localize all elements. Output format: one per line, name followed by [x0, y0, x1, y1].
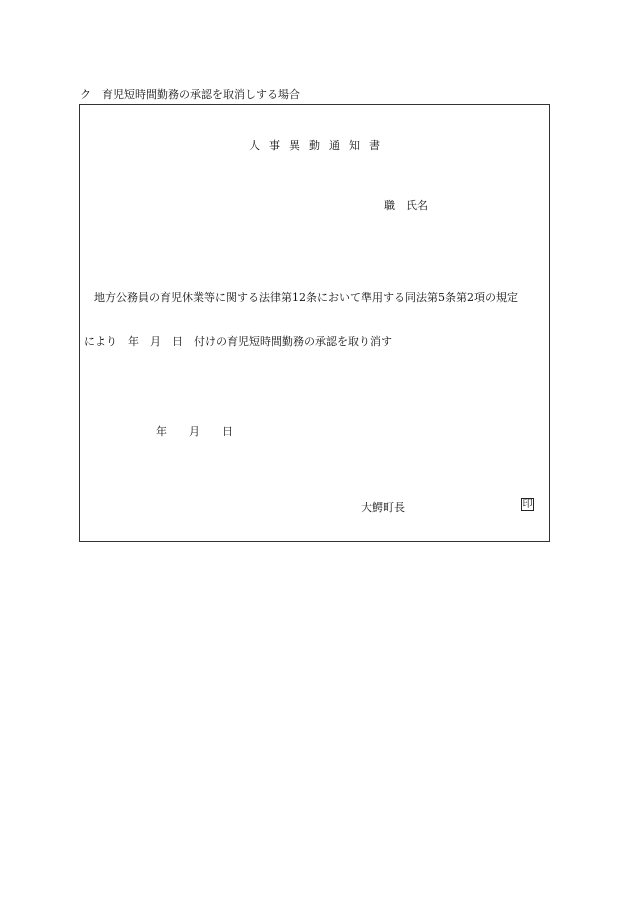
issue-date: 年 月 日: [156, 425, 233, 438]
body-text-line-2: により 年 月 日 付けの育児短時間勤務の承認を取り消す: [84, 335, 392, 348]
document-title: 人事異動通知書: [249, 139, 389, 152]
section-heading: ク 育児短時間勤務の承認を取消しする場合: [80, 88, 300, 101]
notice-form: [79, 104, 550, 542]
seal-mark: 印: [522, 499, 533, 510]
signer-name: 大鰐町長: [361, 501, 405, 514]
body-text-line-1: 地方公務員の育児休業等に関する法律第12条において準用する同法第5条第2項の規定: [94, 291, 518, 304]
recipient-label: 職 氏名: [384, 199, 428, 212]
